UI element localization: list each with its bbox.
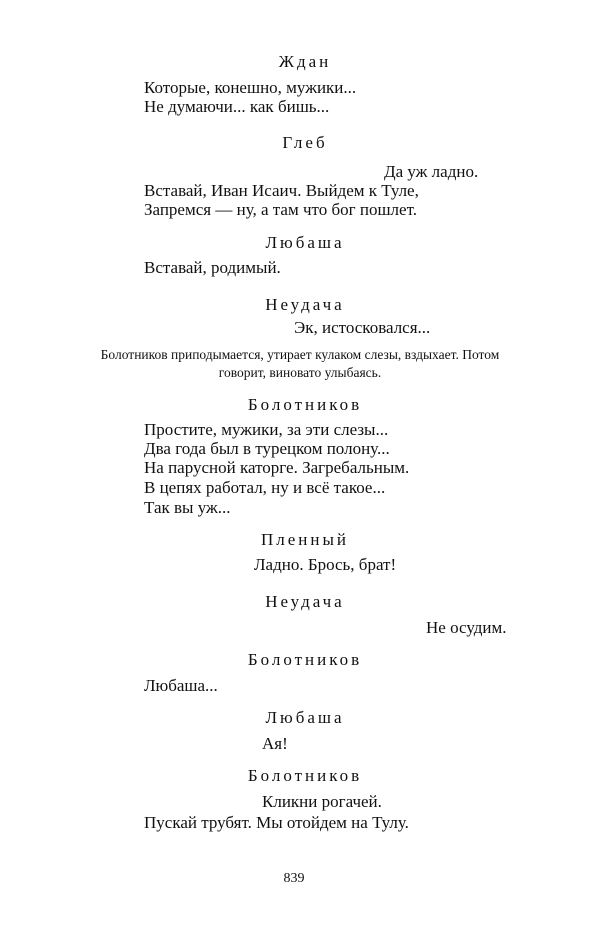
stage-direction: говорит, виновато улыбаясь. — [218, 365, 382, 380]
dialogue-line: Два года был в турецком полону... — [144, 439, 390, 458]
dialogue-line: В цепях работал, ну и всё такое... — [144, 478, 386, 497]
dialogue-line: Запремся — ну, а там что бог пошлет. — [144, 200, 417, 219]
dialogue-line: Ая! — [262, 734, 288, 753]
dialogue-line: Не осудим. — [426, 618, 507, 637]
dialogue-line: Вставай, родимый. — [144, 258, 281, 277]
dialogue-line: На парусной каторге. Загребальным. — [144, 458, 410, 477]
dialogue-line: Да уж ладно. — [384, 162, 479, 181]
dialogue-line: Ладно. Брось, брат! — [254, 555, 397, 574]
dialogue-line: Не думаючи... как бишь... — [144, 97, 330, 116]
stage-direction: Болотников приподымается, утирает кулаком слезы, вздыхает. Потом — [100, 347, 500, 362]
dialogue-line: Эк, истосковался... — [294, 318, 431, 337]
dialogue-line: Пускай трубят. Мы отойдем на Тулу. — [144, 813, 409, 832]
speaker-name: Любаша — [265, 233, 345, 252]
dialogue-line: Вставай, Иван Исаич. Выйдем к Туле, — [144, 181, 419, 200]
dialogue-line: Кликни рогачей. — [262, 792, 382, 811]
dialogue-line: Которые, конешно, мужики... — [144, 78, 357, 97]
page-number: 839 — [283, 871, 305, 886]
speaker-name: Глеб — [282, 133, 328, 152]
dialogue-line: Простите, мужики, за эти слезы... — [144, 420, 389, 439]
speaker-name: Любаша — [265, 708, 345, 727]
dialogue-line: Любаша... — [144, 676, 218, 695]
speaker-name: Болотников — [247, 395, 363, 414]
dialogue-line: Так вы уж... — [144, 498, 231, 517]
speaker-name: Ждан — [278, 52, 332, 71]
speaker-name: Болотников — [247, 766, 363, 785]
speaker-name: Пленный — [260, 530, 350, 549]
speaker-name: Неудача — [265, 295, 345, 314]
speaker-name: Неудача — [265, 592, 345, 611]
speaker-name: Болотников — [247, 650, 363, 669]
